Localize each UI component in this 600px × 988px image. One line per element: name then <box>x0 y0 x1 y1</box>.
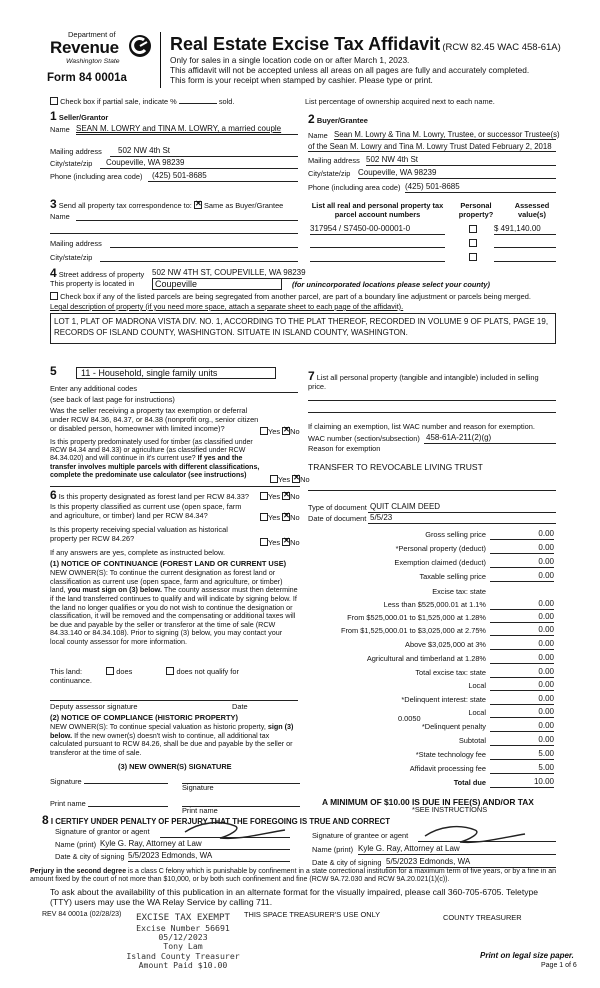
forest-no-checkbox[interactable] <box>282 492 290 500</box>
tax-row-value[interactable]: 10.00 <box>490 777 554 788</box>
use-code-select[interactable] <box>76 367 276 379</box>
tax-row-label: From $1,525,000.01 to $3,025,000 at 2.75% <box>340 626 486 635</box>
partial-sale-label: Check box if partial sale, indicate % <box>60 97 177 106</box>
tax-row-value[interactable]: 0.00 <box>490 735 554 746</box>
revision-label: REV 84 0001a (02/28/23) <box>42 911 122 918</box>
parcel-number-3[interactable] <box>310 252 445 262</box>
tax-row-value[interactable]: 0.00 <box>490 667 554 678</box>
timber-question-b: If yes and the transfer involves multiple parcels with different classifications, complete the predominate use calculator (see instructions) <box>50 455 260 479</box>
tax-row-label: Subtotal <box>458 736 486 745</box>
local-rate-value: 0.0050 <box>398 714 421 723</box>
current-use-no-checkbox[interactable] <box>282 513 290 521</box>
section-3-row: 3 Send all property tax correspondence to: ✕ Same as Buyer/Grantee <box>50 197 283 211</box>
seller-name-field[interactable]: SEAN M. LOWRY and TINA M. LOWRY, a married couple <box>76 124 298 135</box>
personal-property-line-2 <box>308 412 556 413</box>
s3-name-label: Name <box>50 212 70 221</box>
grantor-name-label: Name (print) <box>55 840 97 849</box>
historic-question: Is this property receiving special valuation as historical property per RCW 84.26? <box>50 525 228 543</box>
tax-row-label: Less than $525,000.01 at 1.1% <box>383 600 486 609</box>
use-code-value: 11 - Household, single family units <box>81 368 218 378</box>
s3-city-field[interactable] <box>100 252 298 262</box>
reason-label: Reason for exemption <box>308 444 381 453</box>
legal-description-field[interactable] <box>50 313 556 344</box>
tax-row-label: Exemption claimed (deduct) <box>394 558 486 567</box>
tax-row-value[interactable]: 5.00 <box>490 749 554 760</box>
timber-yes-checkbox[interactable] <box>270 475 278 483</box>
buyer-mailing-label: Mailing address <box>308 156 360 165</box>
personal-property-checkbox-1[interactable] <box>469 225 477 235</box>
timber-question-a: Is this property predominately used for timber (as classified under RCW 84.34 and 84.33) or agriculture (as classified under RCW 84.34.020) and will continue in it's current use? <box>50 439 253 463</box>
tax-row-label: Affidavit processing fee <box>409 764 486 773</box>
seller-phone-label: Phone (including area code) <box>50 172 143 181</box>
grantor-name-field[interactable]: Kyle G. Ray, Attorney at Law <box>100 839 290 850</box>
stamp-line-3: 05/12/2023 <box>158 932 208 942</box>
parcel-number-2[interactable] <box>310 238 445 248</box>
buyer-name-label: Name <box>308 131 328 140</box>
tax-row-label: Taxable selling price <box>419 572 486 581</box>
tax-row-value[interactable]: 0.00 <box>490 599 554 610</box>
additional-codes-field[interactable] <box>150 383 298 393</box>
title-ref: (RCW 82.45 WAC 458-61A) <box>442 42 561 53</box>
ownership-note: List percentage of ownership acquired next to each name. <box>305 97 495 106</box>
segregation-row <box>50 292 531 302</box>
forest-yes-checkbox[interactable] <box>260 492 268 500</box>
tax-row-value[interactable]: 0.00 <box>490 694 554 705</box>
tax-row-value[interactable]: 0.00 <box>490 612 554 623</box>
tax-row-value[interactable]: 0.00 <box>490 653 554 664</box>
partial-sale-percent[interactable] <box>179 103 217 104</box>
tax-row-value[interactable]: 0.00 <box>490 721 554 732</box>
doc-type-label: Type of document <box>308 503 367 512</box>
reason-field[interactable]: TRANSFER TO REVOCABLE LIVING TRUST <box>308 462 483 472</box>
section-1-heading: 1 Seller/Grantor <box>50 109 109 123</box>
historic-yes-checkbox[interactable] <box>260 538 268 546</box>
logo-state: Washington State <box>66 58 120 65</box>
owner-print-label-2: Print name <box>182 806 218 815</box>
notice-1-text: NEW OWNER(S): To continue the current designation as forest land or classification as current use (open space, farm and agriculture, or timber) land, you must sign on (3) below. The county assessor must then determine if the land transferred continues to qualify and will indicate by signing below. If the land no longer qualifies or you do not wish to continue the designation or classification, it will be removed and the compensating or additional taxes will be due and payable by the seller or transferor at the time of sale (RCW 84.33.140 or 84.34.108). Prior to signing (3) below, you may contact your local county assessor for more information. <box>50 568 298 647</box>
tax-row-value[interactable]: 0.00 <box>490 680 554 691</box>
stamp-line-2: Excise Number 56691 <box>136 922 230 933</box>
buyer-name-field-1[interactable]: Sean M. Lowry & Tina M. Lowry, Trustee, or successor Trustee(s) <box>334 130 560 139</box>
timber-answer: Yes ✕ No <box>270 475 310 485</box>
tax-row-label: *Delinquent interest: state <box>401 695 486 704</box>
stamp-line-6: Amount Paid $10.00 <box>138 960 228 971</box>
tax-row-value[interactable]: 0.00 <box>490 571 554 582</box>
header-note-2: This affidavit will not be accepted unless all areas on all pages are fully and accurately completed. <box>170 65 530 75</box>
personal-property-checkbox-2[interactable] <box>469 239 477 249</box>
doc-type-field[interactable]: QUIT CLAIM DEED <box>368 502 556 513</box>
header-note-3: This form is your receipt when stamped by cashier. Please type or print. <box>170 75 433 85</box>
tax-row-label: Gross selling price <box>425 530 486 539</box>
does-not-checkbox[interactable] <box>166 667 174 675</box>
section-2-heading: 2 Buyer/Grantee <box>308 112 368 126</box>
exemption-answer: Yes ✕ No <box>260 427 300 437</box>
correspondence-label: Send all property tax correspondence to: <box>58 201 192 210</box>
form-number: Form 84 0001a <box>47 72 127 84</box>
parcel-header: List all real and personal property tax parcel account numbers <box>311 201 444 220</box>
tax-row-label: Total excise tax: state <box>415 668 486 677</box>
alternate-format-note: To ask about the availability of this publication in an alternate format for the visually impaired, please call 360-705-6705. Teletype (TTY) users may use the WA Relay Service by calling 711. <box>50 887 539 907</box>
tax-row-label: Above $3,025,000 at 3% <box>405 640 486 649</box>
seller-heading: Seller/Grantor <box>58 113 109 122</box>
same-as-buyer-label: Same as Buyer/Grantee <box>204 201 284 210</box>
s3-mailing-field[interactable] <box>110 238 298 248</box>
grantee-date-field[interactable]: 5/5/2023 Edmonds, WA <box>386 857 556 868</box>
header-divider <box>160 32 161 88</box>
legal-description-label: Legal description of property (if you need more space, attach a separate sheet to each page of the affidavit). <box>50 302 404 311</box>
buyer-phone-label: Phone (including area code) <box>308 183 401 192</box>
if-yes-note: If any answers are yes, complete as instructed below. <box>50 548 225 557</box>
street-address-field[interactable]: 502 NW 4TH ST, COUPEVILLE, WA 98239 <box>152 268 306 277</box>
dor-logo-icon <box>128 34 152 58</box>
current-use-yes-checkbox[interactable] <box>260 513 268 521</box>
treasurer-use-label: THIS SPACE TREASURER'S USE ONLY <box>244 910 381 919</box>
seller-name-label: Name <box>50 125 70 134</box>
buyer-phone-field[interactable]: (425) 501-8685 <box>405 182 556 193</box>
logo-dept: Department of <box>68 30 116 39</box>
buyer-name-field-2[interactable]: of the Sean M. Lowry and Tina M. Lowry Trust Dated February 2, 2018 <box>308 142 556 152</box>
tax-row-value[interactable]: 0.00 <box>490 557 554 568</box>
header-note-1: Only for sales in a single location code on or after March 1, 2023. <box>170 55 410 65</box>
assessed-value-header: Assessed value(s) <box>514 201 550 220</box>
dor-logo <box>50 30 160 70</box>
tax-row-value[interactable]: 5.00 <box>490 763 554 774</box>
tax-row-value[interactable]: 0.00 <box>490 543 554 554</box>
personal-property-header: Personal property? <box>458 201 494 220</box>
grantee-signature-label: Signature of grantee or agent <box>312 831 409 840</box>
certify-statement: 8 I CERTIFY UNDER PENALTY OF PERJURY THAT THE FOREGOING IS TRUE AND CORRECT <box>42 813 391 827</box>
tax-row-value[interactable]: 0.00 <box>490 639 554 650</box>
county-treasurer-label: COUNTY TREASURER <box>443 913 522 922</box>
buyer-heading: Buyer/Grantee <box>316 116 368 125</box>
stamp-line-4: Tony Lam <box>163 941 203 952</box>
seller-phone-field[interactable]: (425) 501-8685 <box>148 171 298 182</box>
assessed-value-3[interactable] <box>494 252 556 262</box>
owner-signature-label-1: Signature <box>50 777 82 786</box>
buyer-city-field[interactable]: Coupeville, WA 98239 <box>358 168 556 179</box>
tax-row-value[interactable]: 0.00 <box>490 529 554 540</box>
located-select[interactable] <box>152 278 282 290</box>
same-as-buyer-checkbox[interactable] <box>194 201 202 209</box>
section-5-number: 5 <box>50 364 57 378</box>
deputy-signature-line[interactable] <box>50 700 298 701</box>
logo-revenue: Revenue <box>50 38 119 57</box>
tax-row-value[interactable]: 0.00 <box>490 707 554 718</box>
owner-signature-label-2: Signature <box>182 783 214 792</box>
tax-row-label: *State technology fee <box>415 750 486 759</box>
seller-city-label: City/state/zip <box>50 159 93 168</box>
exemption-no-checkbox[interactable] <box>282 427 290 435</box>
title-text: Real Estate Excise Tax Affidavit <box>170 34 441 54</box>
exemption-yes-checkbox[interactable] <box>260 427 268 435</box>
buyer-mailing-field[interactable]: 502 NW 4th St <box>366 155 556 166</box>
doc-date-label: Date of document <box>308 514 367 523</box>
this-land-row: This land: does does not qualify for <box>50 667 239 676</box>
s3-name-line-2 <box>50 233 298 234</box>
s3-city-label: City/state/zip <box>50 253 93 262</box>
tax-row-label: From $525,000.01 to $1,525,000 at 1.28% <box>347 613 486 622</box>
grantee-date-label: Date & city of signing <box>312 858 382 867</box>
perjury-statement: Perjury in the second degree is a class C felony which is punishable by confinement in a state correctional institution for a maximum term of five years, or by a fine in an amount fixed by the court of not more than $10,000, or by both such confinement and fine (RCW 9A.72.030 and RCW 9A.20.021(1)(c)). <box>30 868 557 884</box>
partial-sale-sold: sold. <box>218 97 235 106</box>
tax-row-label: Local <box>468 681 486 690</box>
tax-row-label: Local <box>468 708 486 717</box>
tax-row-label: *Personal property (deduct) <box>395 544 486 553</box>
seller-mailing-label: Mailing address <box>50 147 102 156</box>
legal-paper-note: Print on legal size paper. <box>480 951 574 960</box>
additional-codes-label: Enter any additional codes <box>50 384 138 393</box>
personal-property-label: List all personal property (tangible and intangible) included in selling price. <box>308 373 539 392</box>
partial-sale-checkbox[interactable] <box>50 97 58 105</box>
tax-row-value[interactable]: 0.00 <box>490 625 554 636</box>
s3-name-field[interactable] <box>76 211 298 221</box>
tax-row-label: Agricultural and timberland at 1.28% <box>366 654 486 663</box>
located-label: This property is located in <box>50 279 135 288</box>
grantee-name-field[interactable]: Kyle G. Ray, Attorney at Law <box>358 844 556 855</box>
assessed-value-1[interactable]: $ 491,140.00 <box>494 224 556 235</box>
stamp-line-5: Island County Treasurer <box>126 950 240 961</box>
tax-row-label: *Delinquent penalty <box>421 722 486 731</box>
current-use-answer: Yes ✕ No <box>260 513 300 523</box>
historic-no-checkbox[interactable] <box>282 538 290 546</box>
current-use-question: Is this property classified as current use (open space, farm and agriculture, or timber) land per RCW 84.34? <box>50 502 242 520</box>
seller-city-field[interactable]: Coupeville, WA 98239 <box>100 158 298 169</box>
tax-row-label: Total due <box>453 778 486 787</box>
form-title <box>170 34 561 56</box>
deputy-date-label: Date <box>232 702 248 711</box>
located-value: Coupeville <box>155 279 198 289</box>
segregation-checkbox[interactable] <box>50 292 58 300</box>
personal-property-line-1 <box>308 400 556 401</box>
exemption-question: Was the seller receiving a property tax exemption or deferral under RCW 84.36, 84.37, or 84.38 (nonprofit org., senior citizen or disabled person, homeowner with limited income)? <box>50 406 259 433</box>
see-instructions-note: *SEE INSTRUCTIONS <box>412 805 488 814</box>
notice-1-heading: (1) NOTICE OF CONTINUANCE (FOREST LAND OR CURRENT USE) <box>50 559 287 568</box>
continuance-label: continuance. <box>50 676 92 685</box>
wac-label: WAC number (section/subsection) <box>308 434 420 443</box>
timber-question <box>50 439 268 480</box>
notice-2-text: NEW OWNER(S): To continue special valuation as historic property, sign (3) below. If the new owner(s) doesn't wish to continue, all additional tax calculated pursuant to RCW 84.26, shall be due and payable by the seller or transferor at the time of sale. <box>50 722 294 757</box>
stamp-line-1: EXCISE TAX EXEMPT <box>135 912 231 923</box>
timber-no-checkbox[interactable] <box>292 475 300 483</box>
parcel-number-1[interactable]: 317954 / S7450-00-00001-0 <box>310 224 445 235</box>
street-label: Street address of property <box>58 270 145 279</box>
historic-answer: Yes ✕ No <box>260 538 300 548</box>
assessed-value-2[interactable] <box>494 238 556 248</box>
page-number: Page 1 of 6 <box>541 962 577 969</box>
buyer-city-label: City/state/zip <box>308 169 351 178</box>
tax-row-label: Excise tax: state <box>432 587 486 596</box>
legal-description-text: LOT 1, PLAT OF MADRONA VISTA DIV. NO. 1, ACCORDING TO THE PLAT THEREOF, RECORDED IN VOLUME 9 OF PLATS, PAGE 19, RECORDS OF ISLAND COUNTY, WASHINGTON. SITUATE IN ISLAND COUNTY, WASHINGTON. <box>54 317 549 337</box>
section-7-row: 7 List all personal property (tangible and intangible) included in selling price. <box>308 369 539 392</box>
doc-date-field[interactable]: 5/5/23 <box>368 513 556 524</box>
seller-mailing-field[interactable]: 502 NW 4th St <box>110 146 298 157</box>
wac-field[interactable]: 458-61A-211(2)(g) <box>424 433 556 444</box>
reason-line <box>308 490 556 491</box>
does-checkbox[interactable] <box>106 667 114 675</box>
treasurer-stamp <box>118 913 248 971</box>
grantor-signature-label: Signature of grantor or agent <box>55 827 150 836</box>
section-5-divider <box>50 486 300 487</box>
personal-property-checkbox-3[interactable] <box>469 253 477 263</box>
grantor-date-label: Date & city of signing <box>55 852 125 861</box>
notice-3-heading: (3) NEW OWNER(S) SIGNATURE <box>118 762 232 771</box>
forest-land-answer: Yes ✕ No <box>260 492 300 502</box>
notice-2-heading: (2) NOTICE OF COMPLIANCE (HISTORIC PROPERTY) <box>50 713 238 722</box>
s3-mailing-label: Mailing address <box>50 239 102 248</box>
exemption-wac-question: If claiming an exemption, list WAC number and reason for exemption. <box>308 422 535 431</box>
deputy-signature-label: Deputy assessor signature <box>50 702 138 711</box>
forest-land-question: 6 Is this property designated as forest land per RCW 84.33? <box>50 488 249 502</box>
grantee-name-label: Name (print) <box>312 845 354 854</box>
minimum-due-note: A MINIMUM OF $10.00 IS DUE IN FEE(S) AND/OR TAX <box>322 797 534 807</box>
owner-print-label-1: Print name <box>50 799 86 808</box>
partial-sale-row <box>50 97 234 107</box>
additional-codes-note: (see back of last page for instructions) <box>50 395 175 404</box>
segregation-label: Check box if any of the listed parcels are being segregated from another parcel, are part of a boundary line adjustment or parcels being merged. <box>60 292 531 301</box>
section-4-street-row: 4 Street address of property <box>50 266 145 280</box>
located-note: (for unincorporated locations please select your county) <box>292 280 490 289</box>
grantor-date-field[interactable]: 5/5/2023 Edmonds, WA <box>128 851 290 862</box>
